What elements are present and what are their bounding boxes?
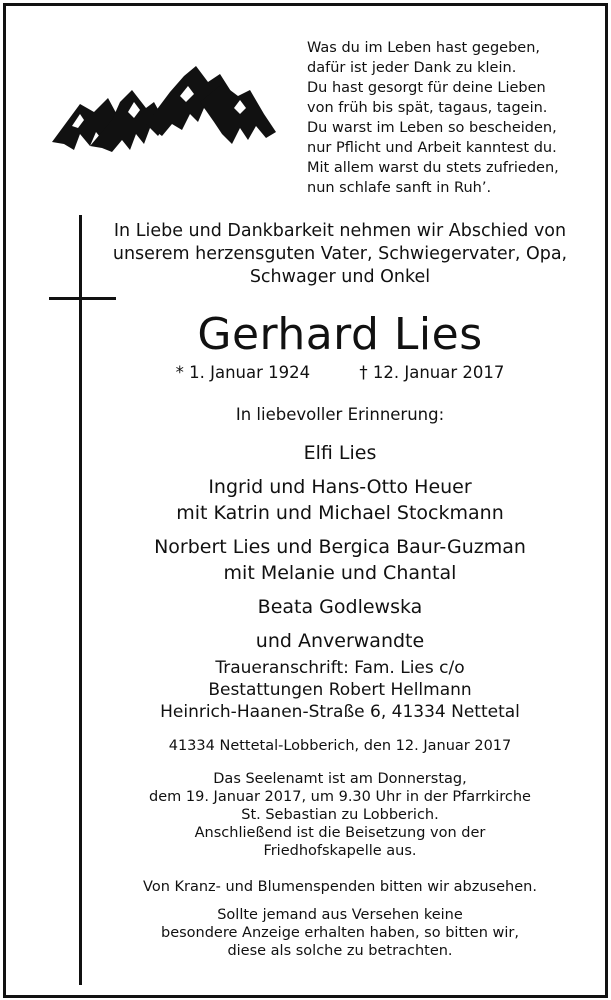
poem-line: nun schlafe sanft in Ruh’. [307, 180, 492, 196]
family-line: Norbert Lies und Bergica Baur-Guzman [154, 536, 526, 558]
poem-line: Mit allem warst du stets zufrieden, [307, 160, 559, 176]
family-line: mit Katrin und Michael Stockmann [176, 502, 504, 524]
notice-line: besondere Anzeige erhalten haben, so bitten wir, [160, 925, 519, 941]
notice-text [110, 906, 570, 960]
poem-line: Du hast gesorgt für deine Lieben [307, 80, 546, 96]
cross-icon-horizontal [49, 297, 116, 300]
service-line: Das Seelenamt ist am Donnerstag, [213, 771, 467, 787]
family-list [110, 440, 570, 654]
poem-line: Du warst im Leben so bescheiden, [307, 120, 557, 136]
address-line: Heinrich-Haanen-Straße 6, 41334 Nettetal [160, 702, 520, 722]
poem-line: von früh bis spät, tagaus, tagein. [307, 100, 548, 116]
intro-line: unserem herzensguten Vater, Schwiegervater, Opa, [112, 244, 568, 264]
service-info [110, 770, 570, 860]
birth-date: * 1. Januar 1924 [175, 363, 311, 382]
family-line: Ingrid und Hans-Otto Heuer [208, 476, 472, 498]
poem-line: dafür ist jeder Dank zu klein. [307, 60, 517, 76]
family-line: mit Melanie und Chantal [223, 562, 457, 584]
intro-text [110, 220, 570, 289]
mountains-icon [50, 62, 280, 172]
poem [307, 38, 597, 198]
address-line: Traueranschrift: Fam. Lies c/o [215, 658, 465, 678]
notice-line: diese als solche zu betrachten. [227, 943, 453, 959]
life-dates [110, 363, 570, 383]
poem-line: nur Pflicht und Arbeit kanntest du. [307, 140, 557, 156]
family-line: Elfi Lies [303, 442, 377, 464]
mourning-address [110, 657, 570, 723]
service-line: dem 19. Januar 2017, um 9.30 Uhr in der Pfarrkirche [149, 789, 531, 805]
family-line: Beata Godlewska [257, 596, 423, 618]
service-line: Friedhofskapelle aus. [263, 843, 417, 859]
family-line: und Anverwandte [255, 630, 425, 652]
death-date: † 12. Januar 2017 [359, 363, 505, 382]
deceased-name: Gerhard Lies [197, 309, 483, 360]
poem-line: Was du im Leben hast gegeben, [307, 40, 540, 56]
place-date: 41334 Nettetal-Lobberich, den 12. Januar 2017 [168, 738, 512, 754]
intro-line: In Liebe und Dankbarkeit nehmen wir Abschied von [113, 221, 567, 241]
address-line: Bestattungen Robert Hellmann [208, 680, 472, 700]
service-line: Anschließend ist die Beisetzung von der [194, 825, 486, 841]
service-line: St. Sebastian zu Lobberich. [241, 807, 439, 823]
flowers-note: Von Kranz- und Blumenspenden bitten wir abzusehen. [143, 879, 537, 895]
notice-line: Sollte jemand aus Versehen keine [217, 907, 463, 923]
cross-icon-vertical [79, 215, 82, 985]
intro-line: Schwager und Onkel [249, 267, 431, 287]
remembrance-heading: In liebevoller Erinnerung: [235, 405, 445, 424]
